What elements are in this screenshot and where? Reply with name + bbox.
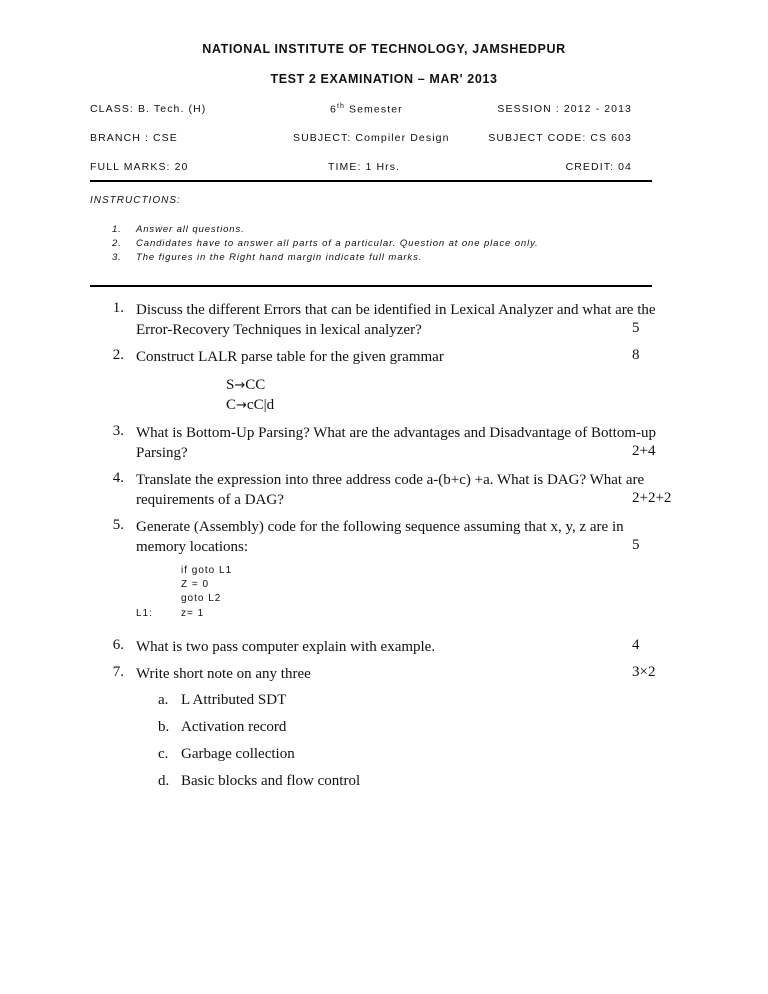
question-text: What is two pass computer explain with example. <box>136 639 436 655</box>
question-text-cont: memory locations: <box>136 539 249 555</box>
grammar-rhs: cC|d <box>246 397 275 413</box>
subject-label: SUBJECT: Compiler Design <box>293 132 450 144</box>
semester-suffix: th <box>336 103 345 110</box>
sub-item-letter: c. <box>158 746 169 762</box>
instructions-rule <box>90 285 652 287</box>
sub-item-letter: d. <box>158 773 170 789</box>
question-text-cont: requirements of a DAG? <box>136 492 284 508</box>
sub-item-letter: a. <box>158 692 169 708</box>
question-marks: 8 <box>632 347 640 363</box>
institute-title: NATIONAL INSTITUTE OF TECHNOLOGY, JAMSHEDPUR <box>202 42 566 56</box>
question-number: 7. <box>112 664 124 680</box>
time-label: TIME: 1 Hrs. <box>328 161 401 173</box>
branch-label: BRANCH : CSE <box>90 132 178 144</box>
sub-item-letter: b. <box>158 719 170 735</box>
instruction-item <box>112 224 122 235</box>
exam-title: TEST 2 EXAMINATION – MAR' 2013 <box>270 72 498 86</box>
arrow-icon: → <box>234 378 246 393</box>
sub-item-text: Activation record <box>181 719 287 735</box>
header-rule <box>90 180 652 182</box>
question-marks: 2+4 <box>632 443 656 459</box>
credit-label: CREDIT: 04 <box>565 161 632 173</box>
question-text: Translate the expression into three address code a-(b+c) +a. What is DAG? What are <box>136 472 645 488</box>
instruction-item <box>112 252 122 263</box>
question-number: 1. <box>112 300 124 316</box>
instruction-text: Answer all questions. <box>136 224 245 235</box>
question-number: 4. <box>112 470 124 486</box>
question-marks: 3×2 <box>632 664 656 680</box>
question-marks: 5 <box>632 320 640 336</box>
sub-item-text: L Attributed SDT <box>181 692 287 708</box>
code-line: if goto L1 <box>181 565 233 576</box>
class-label: CLASS: B. Tech. (H) <box>90 103 207 115</box>
code-line: Z = 0 <box>181 579 210 590</box>
subject-code-label: SUBJECT CODE: CS 603 <box>488 132 632 144</box>
instruction-text: Candidates have to answer all parts of a particular. Question at one place only. <box>136 238 539 249</box>
question-text: What is Bottom-Up Parsing? What are the advantages and Disadvantage of Bottom-up <box>136 425 657 441</box>
grammar-rhs: CC <box>245 377 266 393</box>
semester-label <box>330 103 403 116</box>
question-text: Construct LALR parse table for the given grammar <box>136 349 444 365</box>
grammar-lhs: S <box>226 377 235 393</box>
sub-item-text: Garbage collection <box>181 746 295 762</box>
question-number: 3. <box>112 423 124 439</box>
question-text: Write short note on any three <box>136 666 311 682</box>
question-text-cont: Parsing? <box>136 445 188 461</box>
code-line: goto L2 <box>181 593 222 604</box>
instructions-heading: INSTRUCTIONS: <box>90 195 181 206</box>
question-marks: 2+2+2 <box>632 490 672 506</box>
instruction-number: 2. <box>112 238 122 249</box>
instruction-item <box>112 238 122 249</box>
question-number: 2. <box>112 347 124 363</box>
full-marks-label: FULL MARKS: 20 <box>90 161 189 173</box>
semester-number: 6 <box>330 103 337 116</box>
code-line: z= 1 <box>181 608 205 619</box>
instruction-number: 1. <box>112 224 122 235</box>
grammar-rule <box>226 375 265 396</box>
instruction-number: 3. <box>112 252 122 263</box>
grammar-rule <box>226 395 274 416</box>
question-text-cont: Error-Recovery Techniques in lexical analyzer? <box>136 322 422 338</box>
question-number: 6. <box>112 637 124 653</box>
semester-word: Semester <box>345 103 403 116</box>
question-text: Generate (Assembly) code for the following sequence assuming that x, y, z are in <box>136 519 624 535</box>
question-text: Discuss the different Errors that can be identified in Lexical Analyzer and what are the <box>136 302 656 318</box>
grammar-lhs: C <box>226 397 237 413</box>
code-label: L1: <box>136 608 153 619</box>
question-number: 5. <box>112 517 124 533</box>
instruction-text: The figures in the Right hand margin indicate full marks. <box>136 252 423 263</box>
question-marks: 5 <box>632 537 640 553</box>
arrow-icon: → <box>236 398 247 413</box>
session-label: SESSION : 2012 - 2013 <box>497 103 632 115</box>
question-marks: 4 <box>632 637 640 653</box>
sub-item-text: Basic blocks and flow control <box>181 773 361 789</box>
